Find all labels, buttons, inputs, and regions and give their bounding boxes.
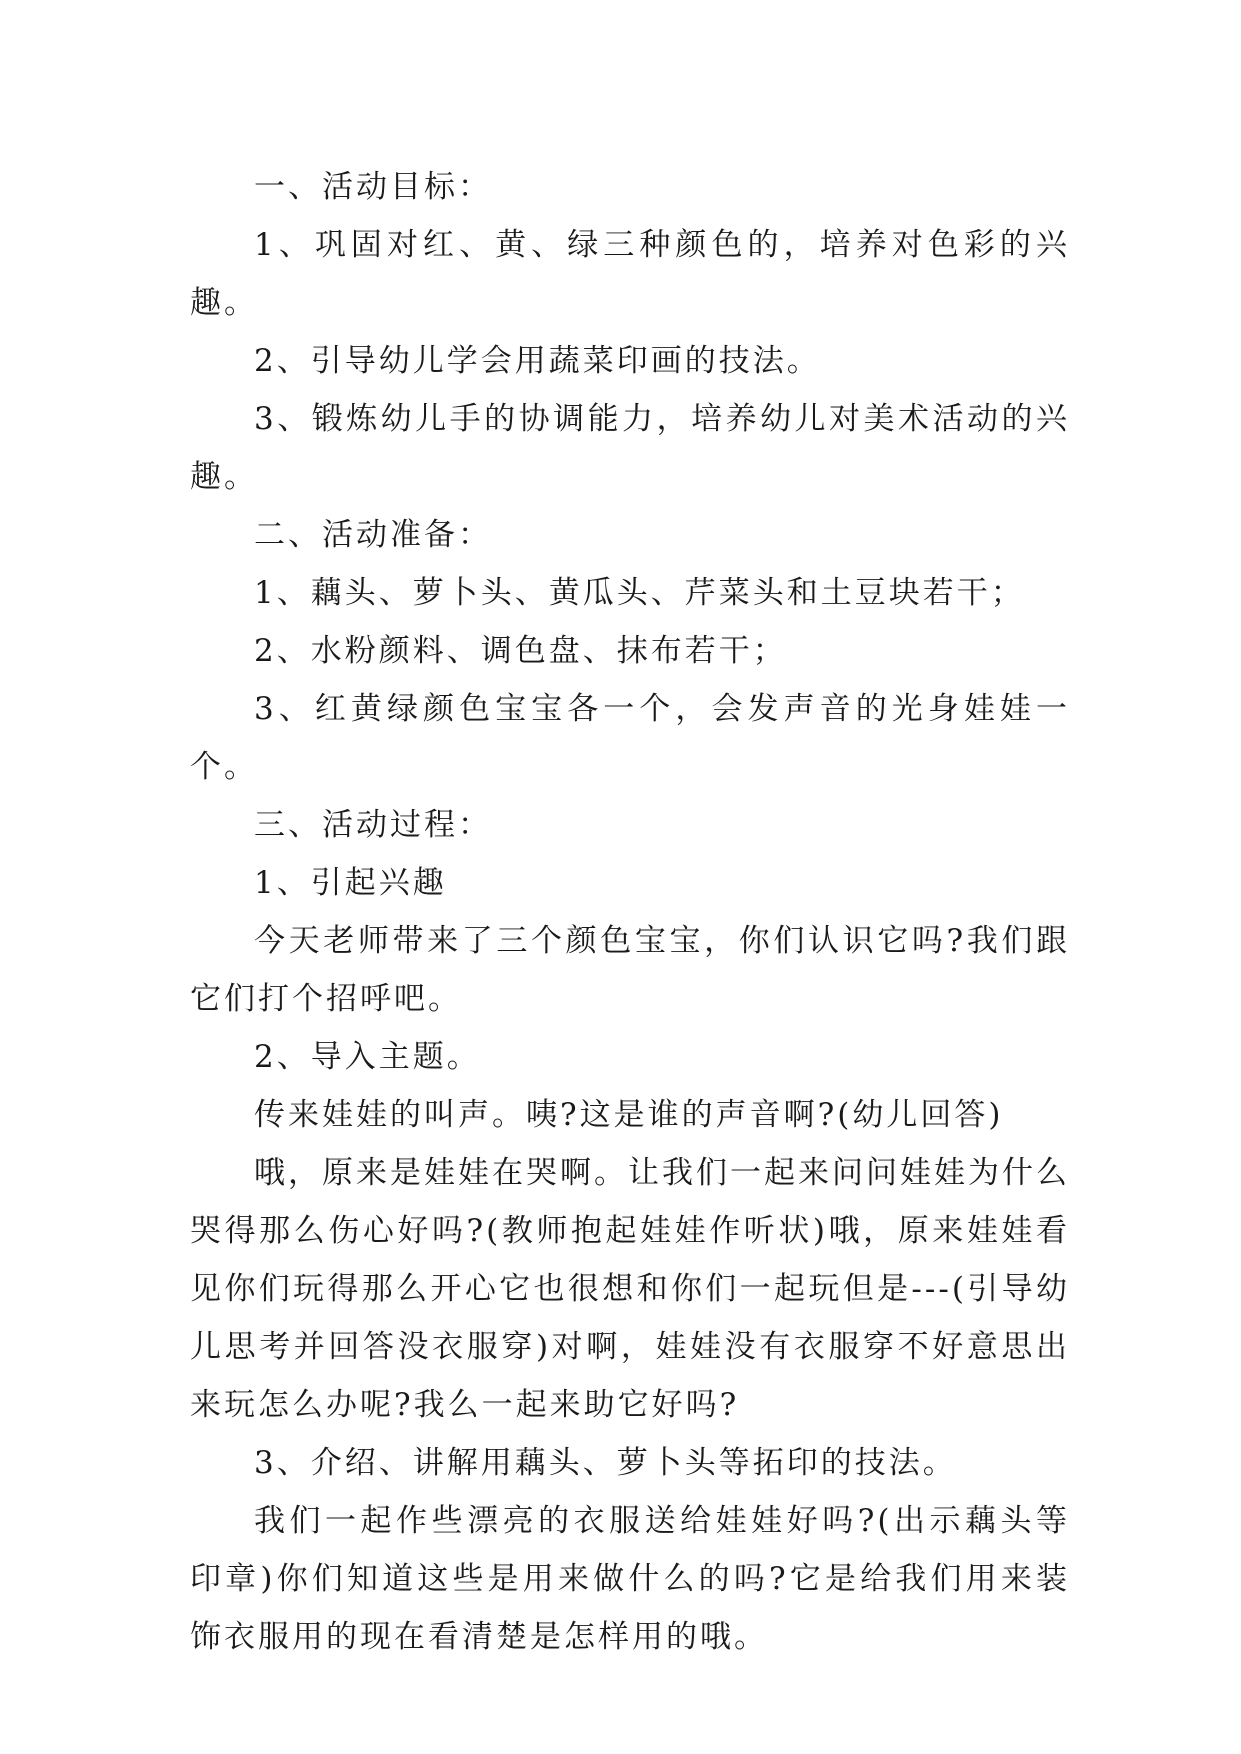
process-step-1-text: 今天老师带来了三个颜色宝宝，你们认识它吗?我们跟它们打个招呼吧。 <box>190 923 1070 1017</box>
process-step-3-title: 3、介绍、讲解用藕头、萝卜头等拓印的技法。 <box>254 1445 957 1481</box>
process-step-3-text: 我们一起作些漂亮的衣服送给娃娃好吗?(出示藕头等印章)你们知道这些是用来做什么的吗?它是给我们用来装饰衣服用的现在看清楚是怎样用的哦。 <box>190 1503 1070 1655</box>
process-step-2-text-b: 哦，原来是娃娃在哭啊。让我们一起来问问娃娃为什么哭得那么伤心好吗?(教师抱起娃娃作听状)哦，原来娃娃看见你们玩得那么开心它也很想和你们一起玩但是---(引导幼儿思考并回答没衣服穿)对啊，娃娃没有衣服穿不好意思出来玩怎么办呢?我么一起来助它好吗? <box>190 1155 1070 1423</box>
preparation-item-2: 2、水粉颜料、调色盘、抹布若干； <box>254 633 787 669</box>
section-heading-goals: 一、活动目标： <box>254 169 492 205</box>
goal-item-3: 3、锻炼幼儿手的协调能力，培养幼儿对美术活动的兴趣。 <box>190 401 1070 495</box>
document-body <box>190 158 1070 1666</box>
preparation-item-1: 1、藕头、萝卜头、黄瓜头、芹菜头和土豆块若干； <box>254 575 1025 611</box>
goal-item-2: 2、引导幼儿学会用蔬菜印画的技法。 <box>254 343 821 379</box>
process-step-1-title: 1、引起兴趣 <box>254 865 447 901</box>
preparation-item-3: 3、红黄绿颜色宝宝各一个，会发声音的光身娃娃一个。 <box>190 691 1070 785</box>
goal-item-1: 1、巩固对红、黄、绿三种颜色的，培养对色彩的兴趣。 <box>190 227 1070 321</box>
process-step-2-text-a: 传来娃娃的叫声。咦?这是谁的声音啊?(幼儿回答) <box>254 1097 1004 1133</box>
section-heading-preparation: 二、活动准备： <box>254 517 492 553</box>
process-step-2-title: 2、导入主题。 <box>254 1039 481 1075</box>
section-heading-process: 三、活动过程： <box>254 807 492 843</box>
